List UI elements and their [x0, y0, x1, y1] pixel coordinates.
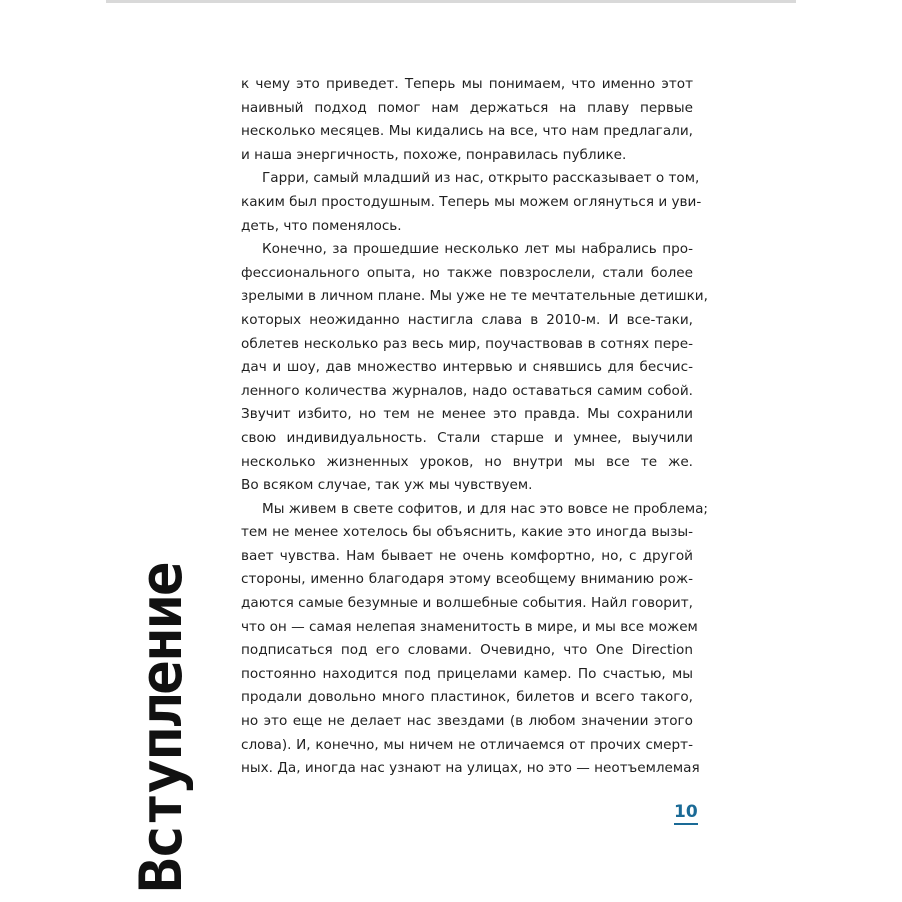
- chapter-title: Вступление: [127, 563, 195, 893]
- text-line: Гарри, самый младший из нас, открыто рассказывает о том,: [262, 170, 700, 187]
- text-line: каким был простодушным. Теперь мы можем оглянуться и уви-: [241, 193, 702, 210]
- text-line: зрелыми в личном плане. Мы уже не те мечтательные детишки,: [241, 288, 708, 305]
- text-line: деть, что поменялось.: [241, 217, 402, 234]
- text-line: постоянно находится под прицелами камер. По счастью, мы: [241, 665, 693, 682]
- text-line: подписаться под его словами. Очевидно, что One Direction: [241, 642, 693, 659]
- text-line: ных. Да, иногда нас узнают на улицах, но это — неотъемлемая: [241, 760, 700, 777]
- text-line: вает чувства. Нам бывает не очень комфортно, но, с другой: [241, 547, 693, 564]
- text-line: свою индивидуальность. Стали старше и умнее, выучили: [241, 429, 693, 446]
- text-line: фессионального опыта, но также повзрослели, стали более: [241, 264, 693, 281]
- top-rule: [106, 0, 796, 3]
- text-line: облетев несколько раз весь мир, поучаствовав в сотнях пере-: [241, 335, 693, 352]
- text-line: несколько месяцев. Мы кидались на все, что нам предлагали,: [241, 123, 693, 140]
- text-line: Мы живем в свете софитов, и для нас это вовсе не проблема;: [262, 500, 709, 517]
- text-line: которых неожиданно настигла слава в 2010-м. И все-таки,: [241, 311, 693, 328]
- text-line: что он — самая нелепая знаменитость в мире, и мы все можем: [241, 618, 698, 635]
- text-line: тем не менее хотелось бы объяснить, какие это иногда вызы-: [241, 524, 693, 541]
- text-line: несколько жизненных уроков, но внутри мы все те же.: [241, 453, 693, 470]
- text-line: к чему это приведет. Теперь мы понимаем, что именно этот: [241, 76, 693, 92]
- text-line: дач и шоу, дав множество интервью и снявшись для бесчис-: [241, 359, 693, 376]
- text-line: но это еще не делает нас звездами (в любом значении этого: [241, 713, 693, 730]
- text-line: стороны, именно благодаря этому всеобщему вниманию рож-: [241, 571, 693, 588]
- text-line: наивный подход помог нам держаться на плаву первые: [241, 99, 693, 116]
- text-line: даются самые безумные и волшебные события. Найл говорит,: [241, 595, 693, 612]
- body-text: [241, 73, 709, 781]
- text-line: Звучит избито, но тем не менее это правда. Мы сохранили: [241, 406, 693, 423]
- text-line: Конечно, за прошедшие несколько лет мы набрались про-: [262, 241, 693, 258]
- page-number: 10: [674, 802, 698, 825]
- text-line: ленного количества журналов, надо оставаться самим собой.: [241, 382, 693, 399]
- text-line: и наша энергичность, похоже, понравилась публике.: [241, 146, 627, 163]
- text-line: Во всяком случае, так уж мы чувствуем.: [241, 477, 533, 494]
- text-line: продали довольно много пластинок, билетов и всего такого,: [241, 689, 693, 706]
- text-line: слова). И, конечно, мы ничем не отличаемся от прочих смерт-: [241, 736, 693, 753]
